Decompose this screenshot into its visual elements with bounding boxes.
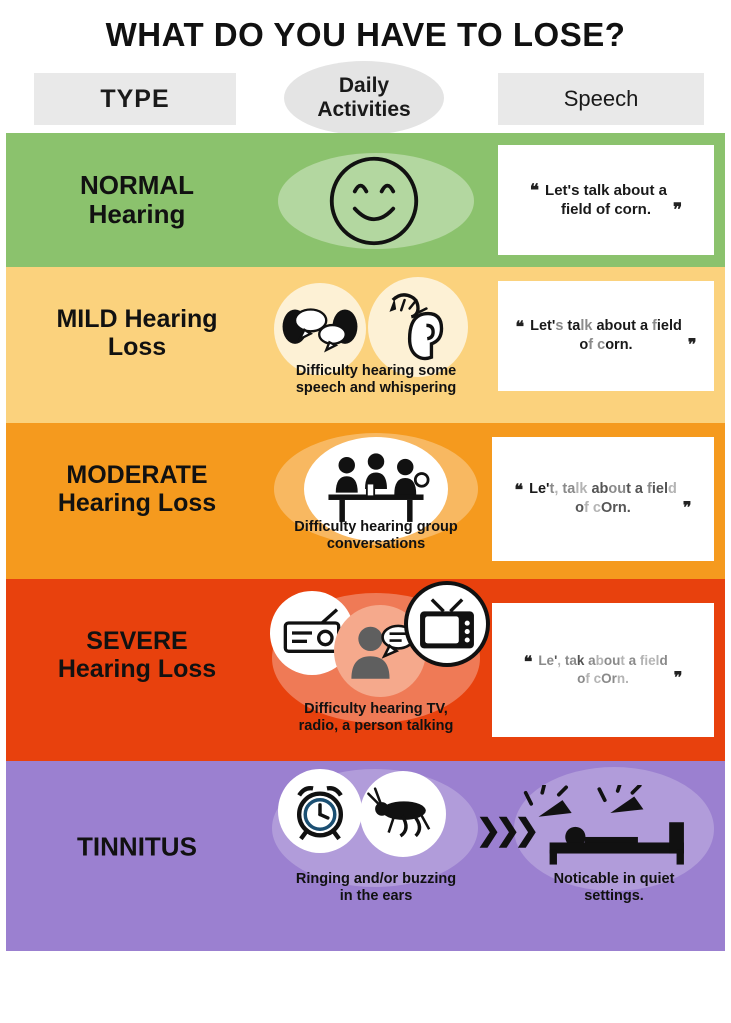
row-mild-type-line1: MILD Hearing — [56, 304, 218, 333]
row-moderate-type — [12, 461, 262, 517]
speech-bubbles-icon — [274, 283, 366, 375]
mild-daily-icons — [264, 267, 486, 423]
television-icon — [404, 581, 490, 667]
row-normal-type-line2: Hearing — [88, 199, 186, 229]
tinnitus-right-caption — [506, 871, 722, 905]
row-severe-type — [12, 627, 262, 683]
mild-speech-card — [498, 281, 714, 391]
mild-caption-line1: Difficulty hearing some — [295, 363, 457, 379]
moderate-speech-text: Le't, talk about a field of cOrn. — [529, 481, 677, 516]
tinnitus-arrows: ❯❯❯ — [476, 814, 534, 847]
mild-caption-line2: speech and whispering — [295, 379, 457, 396]
row-severe-type-line2: Hearing Loss — [57, 655, 217, 684]
moderate-speech-card — [492, 437, 714, 561]
row-severe-hearing-loss — [6, 579, 725, 761]
cricket-icon — [360, 771, 446, 857]
quote-open-icon: ❝ — [529, 180, 540, 200]
footer-strip — [6, 933, 725, 951]
normal-speech-line2: field of corn. — [561, 201, 651, 218]
sleeping-person-bed-icon — [522, 785, 706, 865]
moderate-daily-icons — [264, 423, 486, 579]
row-moderate-hearing-loss — [6, 423, 725, 579]
smiley-face-icon — [326, 153, 422, 249]
quote-open-icon: ❝ — [515, 319, 525, 337]
quote-open-icon: ❝ — [523, 654, 533, 672]
whisper-to-ear-icon — [368, 277, 468, 377]
header-daily-line2: Activities — [317, 98, 411, 121]
normal-speech-card — [498, 145, 714, 255]
quote-open-icon: ❝ — [514, 482, 524, 500]
normal-speech-line1: Let's talk about a — [545, 181, 667, 199]
row-normal-hearing — [6, 133, 725, 267]
header-type: TYPE — [34, 73, 236, 125]
mild-caption — [258, 363, 494, 397]
tinnitus-right-caption-line2: settings. — [584, 887, 644, 904]
row-severe-type-line1: SEVERE — [86, 627, 188, 656]
column-headers — [0, 73, 731, 133]
row-mild-type — [12, 305, 262, 361]
row-normal-type-line1: NORMAL — [79, 169, 195, 200]
tinnitus-right-caption-line1: Noticable in quiet — [553, 871, 675, 887]
header-speech: Speech — [498, 73, 704, 125]
row-mild-hearing-loss — [6, 267, 725, 423]
moderate-caption-line2: conversations — [326, 535, 426, 552]
row-tinnitus — [6, 761, 725, 933]
tinnitus-caption-line2: in the ears — [339, 887, 413, 904]
quote-close-icon: ❞ — [687, 336, 697, 354]
quote-close-icon: ❞ — [682, 499, 692, 517]
moderate-caption — [258, 519, 494, 553]
quote-close-icon: ❞ — [672, 199, 683, 219]
tinnitus-caption — [258, 871, 494, 905]
severe-caption-line2: radio, a person talking — [298, 717, 454, 734]
row-tinnitus-type — [12, 832, 262, 861]
row-moderate-type-line2: Hearing Loss — [57, 488, 217, 517]
tinnitus-caption-line1: Ringing and/or buzzing — [295, 871, 457, 887]
header-daily-line1: Daily — [338, 74, 390, 98]
row-tinnitus-type-line1: TINNITUS — [77, 831, 197, 862]
mild-speech-text: Let's talk about a field of corn. — [530, 318, 682, 353]
quote-close-icon: ❞ — [673, 669, 683, 687]
severe-speech-text: Le', tak about a field of cOrn. — [538, 653, 668, 686]
normal-speech-text — [539, 181, 673, 220]
row-mild-type-line2: Loss — [107, 332, 167, 361]
moderate-caption-line1: Difficulty hearing group — [294, 519, 458, 535]
severe-caption-line1: Difficulty hearing TV, — [304, 701, 448, 717]
severe-caption — [258, 701, 494, 735]
header-daily-activities — [284, 61, 444, 135]
tinnitus-daily-icons — [264, 761, 486, 933]
alarm-clock-icon — [278, 769, 362, 853]
normal-daily-icons — [264, 133, 486, 267]
page-title: WHAT DO YOU HAVE TO LOSE? — [105, 16, 626, 53]
severe-speech-card — [492, 603, 714, 737]
row-moderate-type-line1: MODERATE — [66, 460, 208, 489]
row-normal-type — [12, 171, 262, 229]
